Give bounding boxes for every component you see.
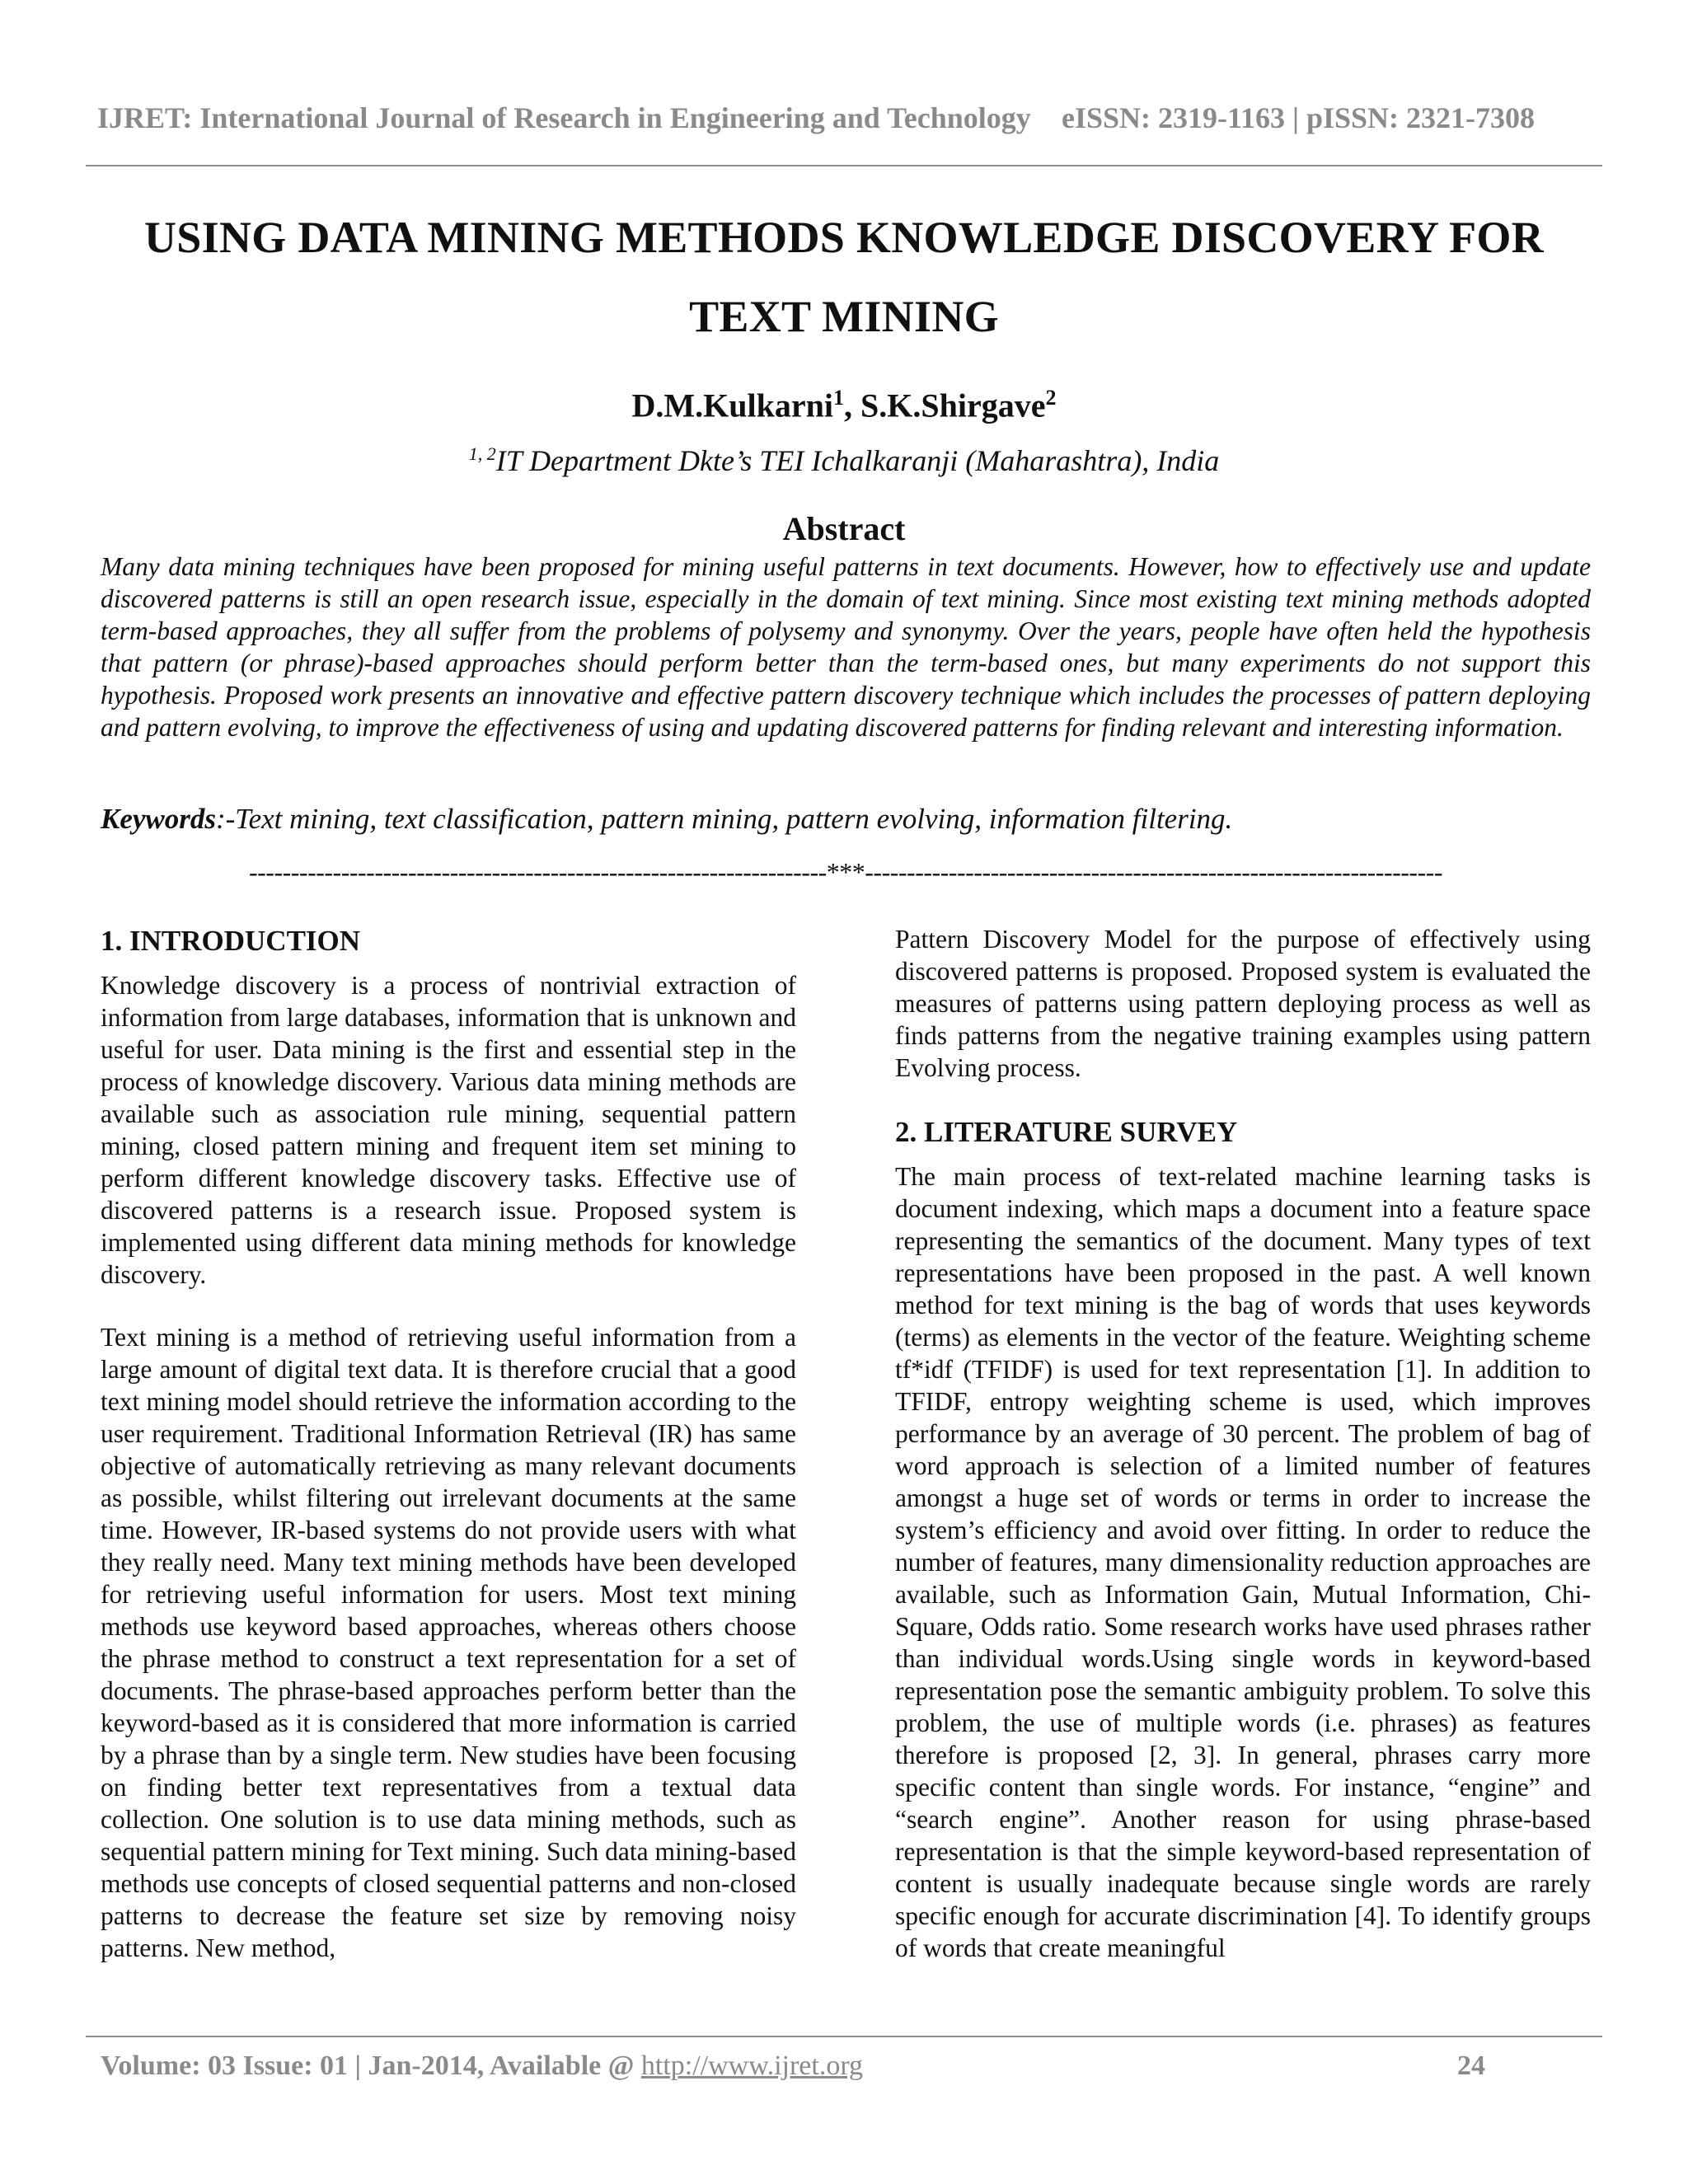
affiliation-sup: 1, 2 [468,443,496,464]
keywords-text: :-Text mining, text classification, pattern mining, pattern evolving, information filtering. [216,803,1233,835]
affiliation-text: IT Department Dkte’s TEI Ichalkaranji (Maharashtra), India [495,444,1220,477]
volume-info: Volume: 03 Issue: 01 | Jan-2014, Available @ [101,2050,641,2081]
keywords-label: Keywords [101,803,216,835]
journal-name: IJRET: International Journal of Research in Engineering and Technology [97,101,1031,134]
intro-heading: 1. INTRODUCTION [101,925,361,957]
author-1-sup: 1 [833,386,844,410]
intro-paragraph-3: Pattern Discovery Model for the purpose of effectively using discovered patterns is proposed. Proposed system is evaluated the measures of patterns using pattern deploying process as well as finds patterns from the negative training examples using pattern Evolving process. [895,925,1591,1082]
author-list [86,386,1602,424]
right-column [895,923,1591,1994]
paper-title [86,198,1602,356]
keywords [101,803,1591,836]
page-footer [101,2050,1591,2082]
left-column [101,923,796,1994]
section-separator: ---------------------------------------------------------------------***--------------------------------------------------------------------- [248,857,1443,887]
journal-link[interactable]: http://www.ijret.org [640,2050,864,2081]
journal-header [97,101,1597,135]
abstract-body: Many data mining techniques have been proposed for mining useful patterns in text documents. However, how to effectively use and update discovered patterns is still an open research issue, especially in the domain of text mining. Since most existing text mining methods adopted term-based approaches, they all suffer from the problems of polysemy and synonymy. Over the years, people have often held the hypothesis that pattern (or phrase)-based approaches should perform better than the term-based ones, but many experiments do not support this hypothesis. Proposed work presents an innovative and effective pattern discovery technique which includes the processes of pattern deploying and pattern evolving, to improve the effectiveness of using and updating discovered patterns for finding relevant and interesting information. [101,552,1591,742]
affiliation [86,443,1602,478]
title-line-1: USING DATA MINING METHODS KNOWLEDGE DISCOVERY FOR [144,213,1544,262]
abstract-heading: Abstract [782,510,906,547]
author-1: D.M.Kulkarni [631,387,833,424]
author-2-sup: 2 [1045,386,1057,410]
footer-rule [86,2036,1602,2037]
intro-paragraph-1: Knowledge discovery is a process of nontrivial extraction of information from large databases, information that is unknown and useful for user. Data mining is the first and essential step in the process of knowledge discovery. Various data mining methods are available such as association rule mining, sequential pattern mining, closed pattern mining and frequent item set mining to perform different knowledge discovery tasks. Effective use of discovered patterns is a research issue. Proposed system is implemented using different data mining methods for knowledge discovery. [101,971,796,1289]
issn-info: eISSN: 2319-1163 | pISSN: 2321-7308 [1062,101,1535,134]
author-2: S.K.Shirgave [860,387,1046,424]
header-rule [86,165,1602,166]
author-separator: , [844,387,860,424]
literature-heading: 2. LITERATURE SURVEY [895,1116,1238,1148]
title-line-2: TEXT MINING [689,292,999,341]
intro-paragraph-2: Text mining is a method of retrieving useful information from a large amount of digital text data. It is therefore crucial that a good text mining model should retrieve the information according to the user requirement. Traditional Information Retrieval (IR) has same objective of automatically retrieving as many relevant documents as possible, whilst filtering out irrelevant documents at the same time. However, IR-based systems do not provide users with what they really need. Many text mining methods have been developed for retrieving useful information for users. Most text mining methods use keyword based approaches, whereas others choose the phrase method to construct a text representation for a set of documents. The phrase-based approaches perform better than the keyword-based as it is considered that more information is carried by a phrase than by a single term. New studies have been focusing on finding better text representatives from a textual data collection. One solution is to use data mining methods, such as sequential pattern mining for Text mining. Such data mining-based methods use concepts of closed sequential patterns and non-closed patterns to decrease the feature set size by removing noisy patterns. New method, [101,1323,796,1962]
literature-paragraph-1: The main process of text-related machine learning tasks is document indexing, which maps a document into a feature space representing the semantics of the document. Many types of text representations have been proposed in the past. A well known method for text mining is the bag of words that uses keywords (terms) as elements in the vector of the feature. Weighting scheme tf*idf (TFIDF) is used for text representation [1]. In addition to TFIDF, entropy weighting scheme is used, which improves performance by an average of 30 percent. The problem of bag of word approach is selection of a limited number of features amongst a huge set of words or terms in order to increase the system’s efficiency and avoid over fitting. In order to reduce the number of features, many dimensionality reduction approaches are available, such as Information Gain, Mutual Information, Chi-Square, Odds ratio. Some research works have used phrases rather than individual words.Using single words in keyword-based representation pose the semantic ambiguity problem. To solve this problem, the use of multiple words (i.e. phrases) as features therefore is proposed [2, 3]. In general, phrases carry more specific content than single words. For instance, “engine” and “search engine”. Another reason for using phrase-based representation is that the simple keyword-based representation of content is usually inadequate because single words are rarely specific enough for accurate discrimination [4]. To identify groups of words that create meaningful [895,1162,1591,1962]
page-number: 24 [1457,2050,1485,2081]
